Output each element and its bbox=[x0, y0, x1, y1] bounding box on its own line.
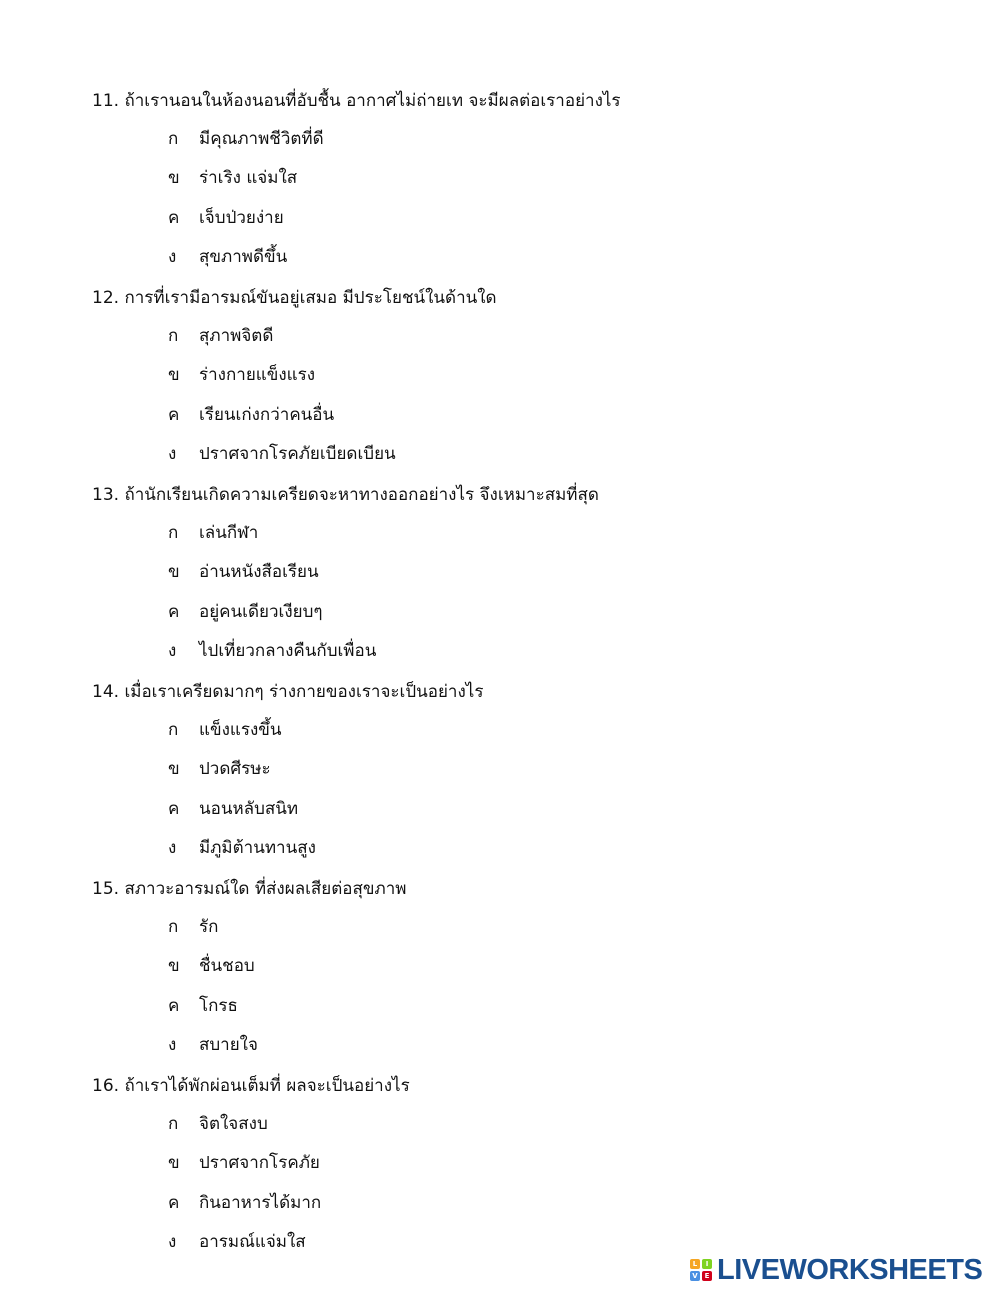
choice-a[interactable] bbox=[92, 1105, 972, 1144]
choice-letter: ข bbox=[168, 759, 180, 780]
question-16 bbox=[92, 1067, 972, 1263]
choice-c[interactable] bbox=[92, 987, 972, 1026]
choice-a[interactable] bbox=[92, 711, 972, 750]
choice-letter: ข bbox=[168, 365, 180, 386]
choice-letter: ค bbox=[168, 601, 180, 622]
choice-text: นอนหลับสนิท bbox=[199, 798, 299, 819]
choice-text: มีคุณภาพชีวิตที่ดี bbox=[199, 129, 324, 149]
question-15 bbox=[92, 870, 972, 1066]
choice-letter: ก bbox=[168, 129, 179, 149]
question-12 bbox=[92, 279, 972, 475]
choice-c[interactable] bbox=[92, 396, 972, 435]
choice-letter: ง bbox=[168, 444, 177, 465]
choice-letter: ข bbox=[168, 562, 180, 583]
choice-text: แข็งแรงขึ้น bbox=[199, 720, 282, 740]
question-text: 15. สภาวะอารมณ์ใด ที่ส่งผลเสียต่อสุขภาพ bbox=[92, 879, 407, 899]
choice-letter: ค bbox=[168, 207, 180, 228]
choice-c[interactable] bbox=[92, 790, 972, 829]
choice-d[interactable] bbox=[92, 829, 972, 868]
choice-b[interactable] bbox=[92, 750, 972, 789]
question-13 bbox=[92, 476, 972, 672]
choice-letter: ข bbox=[168, 956, 180, 977]
choice-letter: ง bbox=[168, 641, 177, 662]
choice-a[interactable] bbox=[92, 514, 972, 553]
choice-letter: ก bbox=[168, 326, 179, 346]
choice-b[interactable] bbox=[92, 553, 972, 592]
choice-b[interactable] bbox=[92, 356, 972, 395]
choice-letter: ง bbox=[168, 1035, 177, 1056]
choice-text: เรียนเก่งกว่าคนอื่น bbox=[199, 404, 335, 425]
choice-letter: ค bbox=[168, 1192, 180, 1213]
choice-letter: ง bbox=[168, 838, 177, 859]
logo-tile-icon: V bbox=[690, 1271, 700, 1281]
choice-text: ปราศจากโรคภัยเบียดเบียน bbox=[199, 444, 396, 465]
choice-text: รัก bbox=[199, 917, 219, 937]
choice-letter: ก bbox=[168, 917, 179, 937]
logo-mark-icon bbox=[690, 1259, 712, 1281]
logo-tile-icon: L bbox=[690, 1259, 700, 1269]
choice-letter: ก bbox=[168, 720, 179, 740]
choice-text: จิตใจสงบ bbox=[199, 1114, 268, 1134]
choice-letter: ค bbox=[168, 995, 180, 1016]
choice-text: อ่านหนังสือเรียน bbox=[199, 562, 319, 583]
choice-a[interactable] bbox=[92, 317, 972, 356]
choice-letter: ข bbox=[168, 1153, 180, 1174]
choice-c[interactable] bbox=[92, 1184, 972, 1223]
logo-tile-icon: I bbox=[702, 1259, 712, 1269]
choice-b[interactable] bbox=[92, 159, 972, 198]
choice-text: โกรธ bbox=[199, 995, 238, 1016]
question-11 bbox=[92, 82, 972, 278]
choice-d[interactable] bbox=[92, 1026, 972, 1065]
choice-text: มีภูมิต้านทานสูง bbox=[199, 838, 316, 859]
logo-tile-icon: E bbox=[702, 1271, 712, 1281]
choice-text: อารมณ์แจ่มใส bbox=[199, 1232, 306, 1253]
choice-letter: ง bbox=[168, 247, 177, 268]
choice-text: ไปเที่ยวกลางคืนกับเพื่อน bbox=[199, 641, 377, 662]
choice-d[interactable] bbox=[92, 435, 972, 474]
choice-text: เล่นกีฬา bbox=[199, 523, 259, 543]
question-14 bbox=[92, 673, 972, 869]
choice-text: ปราศจากโรคภัย bbox=[199, 1153, 320, 1174]
question-text: 14. เมื่อเราเครียดมากๆ ร่างกายของเราจะเป็นอย่างไร bbox=[92, 682, 484, 702]
question-text: 16. ถ้าเราได้พักผ่อนเต็มที่ ผลจะเป็นอย่างไร bbox=[92, 1076, 410, 1096]
choice-text: กินอาหารได้มาก bbox=[199, 1192, 322, 1213]
choice-text: ปวดศีรษะ bbox=[199, 759, 271, 780]
choice-c[interactable] bbox=[92, 593, 972, 632]
choice-text: อยู่คนเดียวเงียบๆ bbox=[199, 601, 323, 622]
choice-b[interactable] bbox=[92, 1144, 972, 1183]
question-text: 11. ถ้าเรานอนในห้องนอนที่อับชื้น อากาศไม่ถ่ายเท จะมีผลต่อเราอย่างไร bbox=[92, 91, 621, 111]
choice-text: สุภาพจิตดี bbox=[199, 326, 274, 346]
choice-d[interactable] bbox=[92, 632, 972, 671]
choice-text: ชื่นชอบ bbox=[199, 956, 255, 977]
choice-text: ร่าเริง แจ่มใส bbox=[199, 168, 298, 189]
choice-text: ร่างกายแข็งแรง bbox=[199, 365, 316, 386]
choice-letter: ง bbox=[168, 1232, 177, 1253]
choice-letter: ข bbox=[168, 168, 180, 189]
choice-letter: ค bbox=[168, 404, 180, 425]
choice-a[interactable] bbox=[92, 908, 972, 947]
question-text: 13. ถ้านักเรียนเกิดความเครียดจะหาทางออกอย่างไร จึงเหมาะสมที่สุด bbox=[92, 485, 599, 505]
choice-d[interactable] bbox=[92, 238, 972, 277]
choice-a[interactable] bbox=[92, 120, 972, 159]
choice-letter: ค bbox=[168, 798, 180, 819]
choice-text: สบายใจ bbox=[199, 1035, 258, 1056]
choice-letter: ก bbox=[168, 523, 179, 543]
liveworksheets-logo bbox=[690, 1255, 982, 1285]
choice-letter: ก bbox=[168, 1114, 179, 1134]
question-text: 12. การที่เรามีอารมณ์ขันอยู่เสมอ มีประโยชน์ในด้านใด bbox=[92, 288, 497, 308]
choice-text: สุขภาพดีขึ้น bbox=[199, 247, 288, 268]
choice-text: เจ็บป่วยง่าย bbox=[199, 207, 284, 228]
choice-c[interactable] bbox=[92, 199, 972, 238]
choice-b[interactable] bbox=[92, 947, 972, 986]
logo-text: LIVEWORKSHEETS bbox=[717, 1254, 983, 1286]
